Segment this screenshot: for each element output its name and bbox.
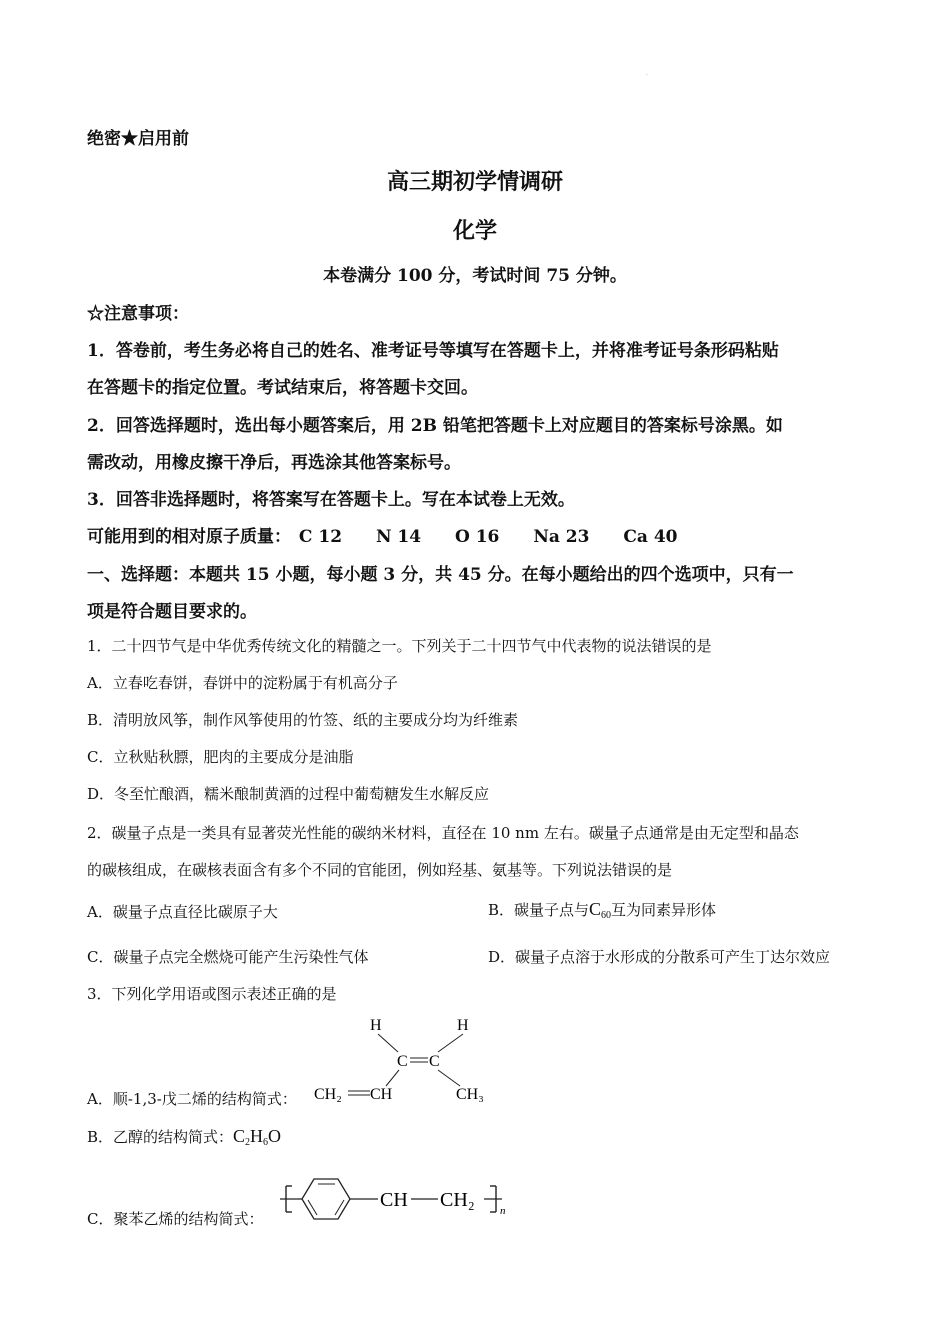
struct-a-h1: H xyxy=(370,1017,382,1034)
atomic-mass-ca: Ca 40 xyxy=(623,527,678,547)
q3-b-c: C xyxy=(233,1126,246,1146)
poly-ch2: CH₂ xyxy=(440,1189,475,1211)
q2-option-b-pre: B．碳量子点与 xyxy=(488,901,590,919)
struct-a-ch3: CH₃ xyxy=(456,1086,484,1103)
notice-item-2-line2: 需改动，用橡皮擦干净后，再选涂其他答案标号。 xyxy=(87,453,461,473)
poly-n: n xyxy=(500,1205,506,1217)
q2-option-d: D．碳量子点溶于水形成的分散系可产生丁达尔效应 xyxy=(488,948,831,966)
notice-item-1-line1: 1．答卷前，考生务必将自己的姓名、准考证号等填写在答题卡上，并将准考证号条形码粘贴 xyxy=(87,341,779,361)
q2-option-b-post: 互为同素异形体 xyxy=(611,901,717,919)
struct-a-bond-ch xyxy=(386,1070,399,1086)
notice-item-3: 3．回答非选择题时，将答案写在答题卡上。写在本试卷上无效。 xyxy=(87,490,575,510)
q3-b-h-sub: 6 xyxy=(263,1137,269,1148)
q1-option-c: C．立秋贴秋膘，肥肉的主要成分是油脂 xyxy=(87,748,354,766)
struct-a-bond-ch3 xyxy=(438,1070,460,1086)
section1-line1: 一、选择题：本题共 15 小题，每小题 3 分，共 45 分。在每小题给出的四个选项中，只有一 xyxy=(87,565,794,585)
q3-option-b-label: B．乙醇的结构简式： xyxy=(87,1128,234,1146)
q2-stem-line1: 2．碳量子点是一类具有显著荧光性能的碳纳米材料，直径在 10 nm 左右。碳量子点通常是由无定型和晶态 xyxy=(87,824,799,842)
atomic-mass-o: O 16 xyxy=(455,527,500,547)
atomic-mass-line xyxy=(87,522,706,547)
q3-b-c-sub: 2 xyxy=(245,1137,251,1148)
dot-mark: · xyxy=(646,72,648,79)
q3-b-o: O xyxy=(268,1126,282,1146)
page-title: 高三期初学情调研 xyxy=(386,169,563,195)
section1-line2: 项是符合题目要求的。 xyxy=(87,602,257,622)
exam-info: 本卷满分 100 分，考试时间 75 分钟。 xyxy=(323,266,627,286)
notice-item-2-line1: 2．回答选择题时，选出每小题答案后，用 2B 铅笔把答题卡上对应题目的答案标号涂黑。如 xyxy=(87,416,783,436)
subject-title: 化学 xyxy=(452,218,497,244)
struct-a-c2: C xyxy=(429,1053,440,1070)
q1-option-a: A．立春吃春饼，春饼中的淀粉属于有机高分子 xyxy=(87,674,398,692)
atomic-mass-n: N 14 xyxy=(375,527,422,547)
q3-option-b xyxy=(87,1126,281,1148)
cis-pentadiene-structure xyxy=(310,1012,500,1107)
q3-stem: 3．下列化学用语或图示表述正确的是 xyxy=(87,985,337,1003)
notice-item-1-line2: 在答题卡的指定位置。考试结束后，将答题卡交回。 xyxy=(87,378,478,398)
notice-heading: ☆注意事项： xyxy=(87,304,189,324)
q2-option-c: C．碳量子点完全燃烧可能产生污染性气体 xyxy=(87,948,369,966)
q3-option-c: C．聚苯乙烯的结构简式： xyxy=(87,1210,264,1228)
secret-label: 绝密★启用前 xyxy=(87,129,189,149)
struct-a-ch2: CH₂ xyxy=(314,1086,342,1103)
polystyrene-structure xyxy=(278,1168,518,1228)
q2-stem-line2: 的碳核组成，在碳核表面含有多个不同的官能团，例如羟基、氨基等。下列说法错误的是 xyxy=(87,861,673,879)
q3-b-h: H xyxy=(250,1126,264,1146)
q2-option-b xyxy=(488,899,716,921)
q1-option-b: B．清明放风筝，制作风筝使用的竹签、纸的主要成分均为纤维素 xyxy=(87,711,519,729)
struct-a-c1: C xyxy=(397,1053,408,1070)
atomic-mass-c: C 12 xyxy=(298,527,343,547)
benzene-ring xyxy=(302,1179,350,1219)
struct-a-ch: CH xyxy=(370,1086,393,1103)
struct-a-bond-h1 xyxy=(378,1034,398,1052)
q2-option-b-c: C xyxy=(589,899,602,919)
poly-ch: CH xyxy=(380,1189,408,1211)
struct-a-h2: H xyxy=(457,1017,469,1034)
q1-option-d: D．冬至忙酿酒，糯米酿制黄酒的过程中葡萄糖发生水解反应 xyxy=(87,785,490,803)
q3-option-a: A．顺-1,3-戊二烯的结构简式： xyxy=(87,1090,297,1108)
struct-a-bond-h2 xyxy=(438,1034,463,1052)
q1-stem: 1．二十四节气是中华优秀传统文化的精髓之一。下列关于二十四节气中代表物的说法错误的是 xyxy=(87,637,712,655)
q2-option-b-sub: 60 xyxy=(601,910,612,921)
atomic-mass-label: 可能用到的相对原子质量： xyxy=(87,527,291,547)
atomic-mass-na: Na 23 xyxy=(533,527,590,547)
q2-option-a: A．碳量子点直径比碳原子大 xyxy=(87,903,278,921)
